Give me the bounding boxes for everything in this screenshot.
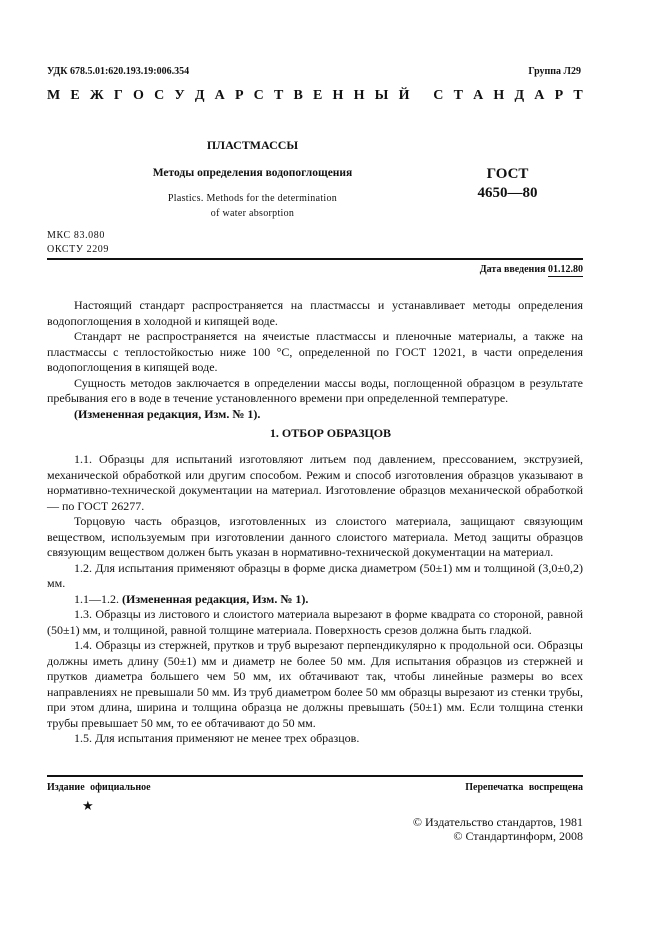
banner-letter: Ж <box>89 88 104 103</box>
banner-letter: В <box>293 88 303 103</box>
document-subtitle: Методы определения водопоглощения <box>152 167 353 179</box>
banner-gap <box>420 88 424 104</box>
banner-letter: Г <box>113 88 123 103</box>
udk-code: УДК 678.5.01:620.193.19:006.354 <box>47 66 190 77</box>
intro-paragraph: Настоящий стандарт распространяется на пластмассы и устанавливает методы определения водопоглощения в холодной и кипящей воде. <box>47 298 583 328</box>
intro-section <box>47 298 583 422</box>
intro-paragraph: Сущность методов заключается в определении массы воды, поглощенной образцом в результате пребывания его в воде в течение установленного времени при определенной температуре. <box>47 375 583 405</box>
banner-letter: Р <box>554 88 564 103</box>
clause-1-1-continued: Торцовую часть образцов, изготовленных из слоистого материала, защищают связующим веществом, используемым при изготовлении данного слоистого материала. Метод защиты образцов связующим веществом должен быть указан в нормативно-технической документации на материал. <box>47 514 583 559</box>
gost-label: ГОСТ <box>486 166 529 182</box>
amendment-note: (Измененная редакция, Изм. № 1). <box>122 591 309 606</box>
section-1-body <box>47 452 583 747</box>
banner-letter: А <box>534 88 545 103</box>
effective-date-label: Дата введения <box>479 264 548 275</box>
mks-code: МКС 83.080 <box>47 230 105 241</box>
classification-codes <box>47 229 109 257</box>
banner-letter: Д <box>194 88 205 103</box>
clause-1-5: 1.5. Для испытания применяют не менее трех образцов. <box>74 731 360 745</box>
document-title: ПЛАСТМАССЫ <box>206 138 299 152</box>
header-divider <box>47 258 583 260</box>
copyright-1981: © Издательство стандартов, 1981 <box>412 815 583 829</box>
english-title <box>0 191 505 221</box>
intro-paragraph: Стандарт не распространяется на ячеистые пластмассы и пленочные материалы, а также на пластмассы с теплостойкостью ниже 100 °С, определенной по ГОСТ 12021, в части определения водопоглощения в кипящей воде. <box>47 329 583 374</box>
banner-letter: Р <box>234 88 244 103</box>
group-code: Группа Л29 <box>528 66 581 77</box>
effective-date <box>480 264 583 275</box>
banner-letter: Н <box>353 88 365 103</box>
banner-letter: Н <box>332 88 344 103</box>
clause-1-3: 1.3. Образцы из листового и слоистого материала вырезают в форме квадрата со стороной, равной (50±1) мм, и толщиной, равной толщине материала. Поверхность срезов должна быть гладкой. <box>47 607 583 637</box>
gost-designation <box>460 165 555 203</box>
banner-letter: А <box>473 88 484 103</box>
clause-1-1: 1.1. Образцы для испытаний изготовляют литьем под давлением, прессованием, экструзией, механической обработкой или другим способом. Режим и способ изготовления образцов указывают в нормативно-технической документации на материал. Изготовление образцов механической обработкой — по ГОСТ 26277. <box>47 452 583 513</box>
banner-letter: О <box>133 88 144 103</box>
footer-divider <box>47 775 583 777</box>
banner-letter: У <box>174 88 185 103</box>
star-icon: ★ <box>82 798 94 813</box>
effective-date-value: 01.12.80 <box>548 264 583 275</box>
official-edition: Издание официальное <box>47 782 151 793</box>
banner-letter: Т <box>273 88 284 103</box>
interstate-standard-banner <box>47 88 583 104</box>
banner-letter: С <box>433 88 444 103</box>
banner-letter: М <box>47 88 61 103</box>
banner-letter: Д <box>514 88 525 103</box>
reprint-prohibited: Перепечатка воспрещена <box>465 782 583 793</box>
banner-letter: Е <box>70 88 80 103</box>
amendment-note: (Измененная редакция, Изм. № 1). <box>74 406 261 421</box>
banner-letter: Н <box>493 88 505 103</box>
section-heading: 1. ОТБОР ОБРАЗЦОВ <box>269 426 392 440</box>
banner-letter: Й <box>398 88 410 103</box>
banner-letter: Е <box>313 88 323 103</box>
english-title-line1: Plastics. Methods for the determination <box>167 193 338 204</box>
banner-letter: А <box>214 88 225 103</box>
banner-letter: Т <box>453 88 463 103</box>
banner-letter: Ы <box>374 88 389 103</box>
banner-letter: С <box>154 88 165 103</box>
english-title-line2: of water absorption <box>210 208 295 219</box>
clause-range: 1.1—1.2. <box>74 591 122 606</box>
clause-1-1-1-2-amendment <box>47 592 583 608</box>
banner-letter: Т <box>573 88 583 103</box>
copyright-2008: © Стандартинформ, 2008 <box>453 829 583 843</box>
gost-number: 4650—80 <box>477 185 538 201</box>
clause-1-4: 1.4. Образцы из стержней, прутков и труб вырезают перпендикулярно к продольной оси. Образцы должны иметь длину (50±1) мм и диаметр не более 50 мм. Для испытания образцов из стержней и прутков диаметра большего чем 50 мм, их обтачивают так, чтобы линейные размеры во всех направлениях не превышали 50 мм. Из труб диаметром более 50 мм образцы вырезают из стенки трубы, при этом длина, ширина и толщина образца не должны превышать (50±1) мм. Если толщина стенки трубы превышает 50 мм, то ее обтачивают до 50 мм. <box>47 638 583 730</box>
okstu-code: ОКСТУ 2209 <box>47 244 110 255</box>
clause-1-2: 1.2. Для испытания применяют образцы в форме диска диаметром (50±1) мм и толщиной (3,0±0,2) мм. <box>47 560 583 590</box>
banner-letter: С <box>253 88 264 103</box>
